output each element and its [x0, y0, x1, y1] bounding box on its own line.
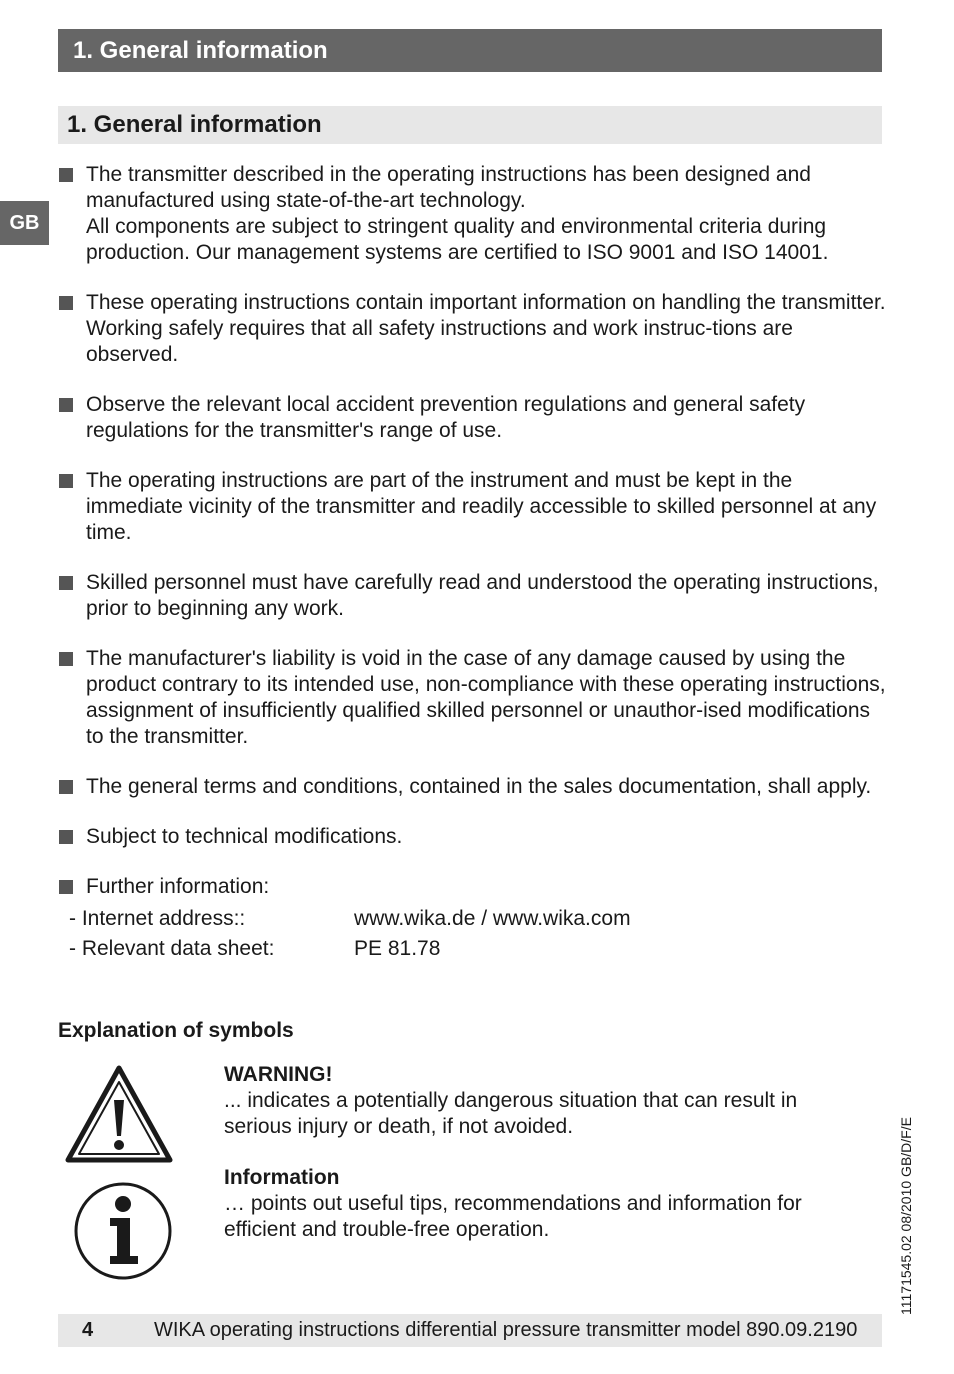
- bullet-text: Further information:: [86, 875, 270, 898]
- bullet-list: [58, 162, 886, 964]
- page-header: 1. General information: [58, 29, 882, 72]
- info-row-internet: [58, 904, 886, 934]
- bullet-item: [58, 774, 886, 800]
- symbols-heading: Explanation of symbols: [58, 1019, 294, 1042]
- bullet-text: The transmitter described in the operating instructions has been designed and manufactured using state-of-the-art technology.: [86, 163, 811, 212]
- bullet-square-icon: [59, 398, 73, 412]
- bullet-item: [58, 874, 886, 900]
- info-value: PE 81.78: [354, 937, 441, 960]
- bullet-text: The general terms and conditions, contained in the sales documentation, shall apply.: [86, 775, 872, 798]
- information-title: Information: [224, 1166, 340, 1189]
- info-value: www.wika.de / www.wika.com: [354, 907, 631, 930]
- bullet-item: [58, 468, 886, 546]
- further-info-table: [58, 904, 886, 964]
- bullet-text: The operating instructions are part of the instrument and must be kept in the immediate vicinity of the transmitter and readily accessible to skilled personnel at any time.: [86, 469, 877, 544]
- warning-title: WARNING!: [224, 1063, 333, 1086]
- bullet-square-icon: [59, 474, 73, 488]
- bullet-square-icon: [59, 576, 73, 590]
- info-label: - Relevant data sheet:: [69, 937, 275, 960]
- warning-triangle-icon: [64, 1064, 174, 1164]
- bullet-text: Subject to technical modifications.: [86, 825, 403, 848]
- bullet-item: [58, 162, 886, 266]
- warning-description: [224, 1062, 864, 1140]
- page-number: 4: [82, 1319, 94, 1341]
- bullet-text: Skilled personnel must have carefully read and understood the operating instructions, prior to beginning any work.: [86, 571, 879, 620]
- warning-text: ... indicates a potentially dangerous situation that can result in serious injury or death, if not avoided.: [224, 1089, 798, 1138]
- information-description: [224, 1165, 864, 1243]
- bullet-square-icon: [59, 168, 73, 182]
- info-row-data-sheet: [58, 934, 886, 964]
- page-footer: [58, 1314, 882, 1347]
- document-number: 11171545.02 08/2010 GB/D/F/E: [898, 1117, 914, 1315]
- bullet-item: [58, 570, 886, 622]
- bullet-item: [58, 824, 886, 850]
- bullet-text: Observe the relevant local accident prevention regulations and general safety regulations for the transmitter's range of use.: [86, 393, 806, 442]
- language-tab: GB: [0, 201, 49, 245]
- bullet-text: These operating instructions contain important information on handling the transmitter. Working safely requires that all safety instructions and work instruc-tions are observed.: [86, 291, 886, 366]
- info-label: - Internet address::: [69, 907, 246, 930]
- info-circle-icon: [72, 1180, 174, 1282]
- bullet-square-icon: [59, 780, 73, 794]
- bullet-item: [58, 392, 886, 444]
- information-text: … points out useful tips, recommendations and information for efficient and trouble-free operation.: [224, 1192, 802, 1241]
- bullet-square-icon: [59, 880, 73, 894]
- bullet-square-icon: [59, 296, 73, 310]
- bullet-item: [58, 646, 886, 750]
- bullet-text: The manufacturer's liability is void in the case of any damage caused by using the product contrary to its intended use, non-compliance with these operating instructions, assignment of insufficiently qualified skilled personnel or unauthor-ised modifications to the transmitter.: [86, 647, 886, 748]
- bullet-text: All components are subject to stringent quality and environmental criteria during production. Our management systems are certified to ISO 9001 and ISO 14001.: [86, 215, 829, 264]
- bullet-square-icon: [59, 830, 73, 844]
- bullet-square-icon: [59, 652, 73, 666]
- bullet-item: [58, 290, 886, 368]
- footer-title: WIKA operating instructions differential pressure transmitter model 890.09.2190: [154, 1319, 858, 1341]
- section-title: 1. General information: [58, 106, 882, 144]
